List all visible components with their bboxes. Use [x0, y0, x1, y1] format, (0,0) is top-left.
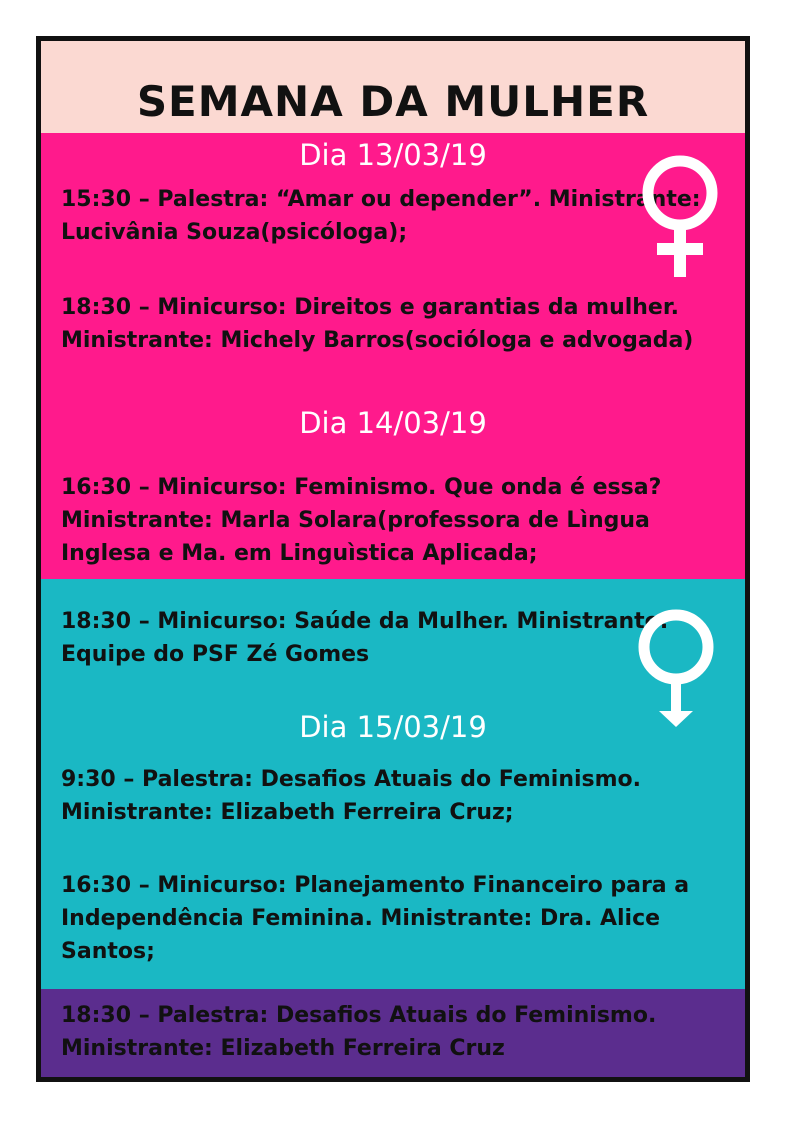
- circle-arrow-down-symbol-icon: [631, 607, 721, 731]
- poster-title: SEMANA DA MULHER: [136, 77, 650, 126]
- purple-section: [41, 989, 745, 1077]
- event-item: 16:30 – Minicurso: Feminismo. Que onda é essa? Ministrante: Marla Solara(professora de Lìngua Inglesa e Ma. em Linguìstica Aplicada;: [61, 475, 662, 566]
- event-item: 9:30 – Palestra: Desafios Atuais do Feminismo. Ministrante: Elizabeth Ferreira Cruz;: [61, 767, 642, 825]
- header-band: [41, 41, 745, 133]
- day-label-13: Dia 13/03/19: [299, 138, 487, 172]
- event-item: 18:30 – Palestra: Desafios Atuais do Feminismo. Ministrante: Elizabeth Ferreira Cruz: [61, 1003, 657, 1061]
- event-item: 18:30 – Minicurso: Direitos e garantias da mulher. Ministrante: Michely Barros(socióloga e advogada): [61, 295, 694, 353]
- event-item: 16:30 – Minicurso: Planejamento Financeiro para a Independência Feminina. Ministrante: Dra. Alice Santos;: [61, 873, 690, 964]
- pink-section: [41, 133, 745, 579]
- female-symbol-icon: [635, 151, 725, 281]
- day-label-14: Dia 14/03/19: [299, 406, 487, 440]
- event-item: 18:30 – Minicurso: Saúde da Mulher. Ministrante: Equipe do PSF Zé Gomes: [61, 609, 669, 667]
- event-item: 15:30 – Palestra: “Amar ou depender”. Ministrante: Lucivânia Souza(psicóloga);: [61, 187, 701, 245]
- poster-frame: [36, 36, 750, 1082]
- day-label-15: Dia 15/03/19: [299, 710, 487, 744]
- teal-section: [41, 579, 745, 989]
